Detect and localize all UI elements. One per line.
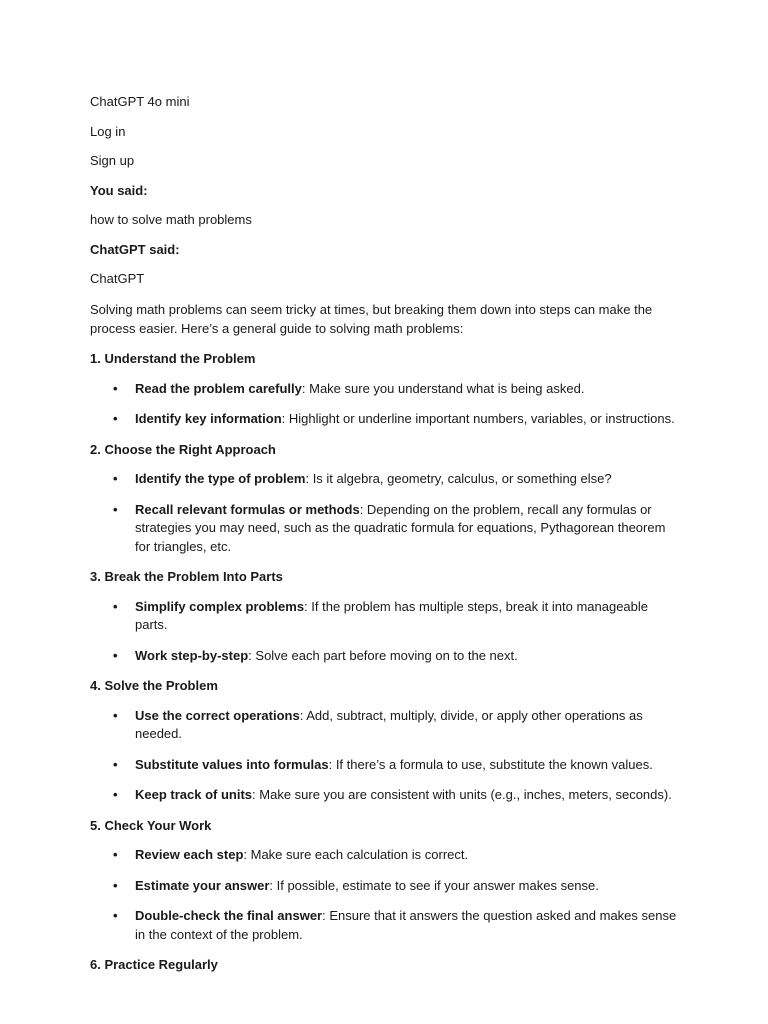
list-item — [90, 877, 678, 896]
item-term: Review each step — [135, 847, 244, 862]
section-heading: 6. Practice Regularly — [90, 957, 218, 972]
user-message: how to solve math problems — [90, 212, 252, 227]
assistant-intro: Solving math problems can seem tricky at times, but breaking them down into steps can make the process easier. Here’s a general guide to solving math problems: — [90, 301, 653, 336]
assistant-label: ChatGPT said: — [90, 241, 180, 257]
bullet-glyph: • — [113, 647, 118, 663]
list-item — [90, 410, 678, 429]
item-term: Substitute values into formulas — [135, 756, 329, 772]
bullet-glyph: • — [113, 877, 118, 893]
item-text: : Solve each part before moving on to the next. — [248, 647, 518, 663]
bullet-list — [90, 707, 678, 805]
bullet-list — [90, 598, 678, 666]
bullet-glyph: • — [113, 847, 118, 862]
item-text: : Is it algebra, geometry, calculus, or something else? — [305, 471, 612, 486]
item-term: Work step-by-step — [135, 647, 249, 663]
signup-link[interactable]: Sign up — [90, 153, 135, 168]
section-heading: 4. Solve the Problem — [90, 678, 218, 693]
item-text: : If the problem has multiple steps, break it into manageable parts. — [135, 598, 649, 632]
section-heading: 5. Check Your Work — [90, 817, 212, 833]
item-term: Use the correct operations — [135, 707, 300, 723]
bullet-glyph: • — [113, 787, 118, 802]
item-term: Simplify complex problems — [135, 598, 305, 614]
list-item — [90, 380, 678, 399]
bullet-list — [90, 846, 678, 944]
bullet-list — [90, 470, 678, 556]
list-item — [90, 501, 678, 557]
bullet-glyph: • — [113, 598, 118, 614]
item-text: : Make sure you are consistent with units (e.g., inches, meters, seconds). — [252, 787, 672, 802]
item-term: Read the problem carefully — [135, 380, 302, 396]
section-heading: 1. Understand the Problem — [90, 351, 256, 366]
item-text: : Make sure you understand what is being asked. — [301, 380, 585, 396]
item-text: : Highlight or underline important numbers, variables, or instructions. — [281, 411, 675, 426]
list-item — [90, 647, 678, 666]
section-heading: 3. Break the Problem Into Parts — [90, 569, 283, 584]
bullet-list — [90, 380, 678, 429]
section-heading: 2. Choose the Right Approach — [90, 441, 276, 457]
section — [90, 677, 678, 805]
list-item — [90, 786, 678, 805]
list-item — [90, 907, 678, 944]
item-term: Identify the type of problem — [135, 471, 306, 486]
item-term: Recall relevant formulas or methods — [135, 501, 360, 517]
login-link[interactable]: Log in — [90, 123, 126, 139]
item-text: : Depending on the problem, recall any formulas or strategies you may need, such as the quadratic formula for equations, Pythagorean theorem for triangles, etc. — [135, 501, 666, 554]
list-item — [90, 598, 678, 635]
section — [90, 441, 678, 557]
bullet-glyph: • — [113, 501, 118, 517]
item-text: : Make sure each calculation is correct. — [243, 847, 469, 862]
bullet-glyph: • — [113, 756, 118, 772]
list-item — [90, 470, 678, 489]
section — [90, 568, 678, 665]
bullet-glyph: • — [113, 411, 118, 426]
bullet-glyph: • — [113, 471, 118, 486]
app-title: ChatGPT 4o mini — [90, 94, 190, 109]
assistant-name: ChatGPT — [90, 271, 145, 286]
list-item — [90, 846, 678, 865]
section — [90, 350, 678, 429]
item-text: : If there’s a formula to use, substitute the known values. — [328, 756, 653, 772]
item-term: Keep track of units — [135, 787, 253, 802]
list-item — [90, 707, 678, 744]
bullet-glyph: • — [113, 380, 118, 396]
user-label: You said: — [90, 182, 148, 198]
section — [90, 956, 678, 973]
bullet-glyph: • — [113, 707, 118, 723]
item-text: : If possible, estimate to see if your answer makes sense. — [269, 877, 599, 893]
bullet-glyph: • — [113, 908, 118, 923]
item-term: Estimate your answer — [135, 877, 270, 893]
section — [90, 817, 678, 945]
item-term: Double-check the final answer — [135, 908, 323, 923]
list-item — [90, 756, 678, 775]
item-text: : Add, subtract, multiply, divide, or apply other operations as needed. — [135, 707, 643, 741]
item-term: Identify key information — [135, 411, 282, 426]
item-text: : Ensure that it answers the question asked and makes sense in the context of the problem. — [135, 908, 677, 942]
